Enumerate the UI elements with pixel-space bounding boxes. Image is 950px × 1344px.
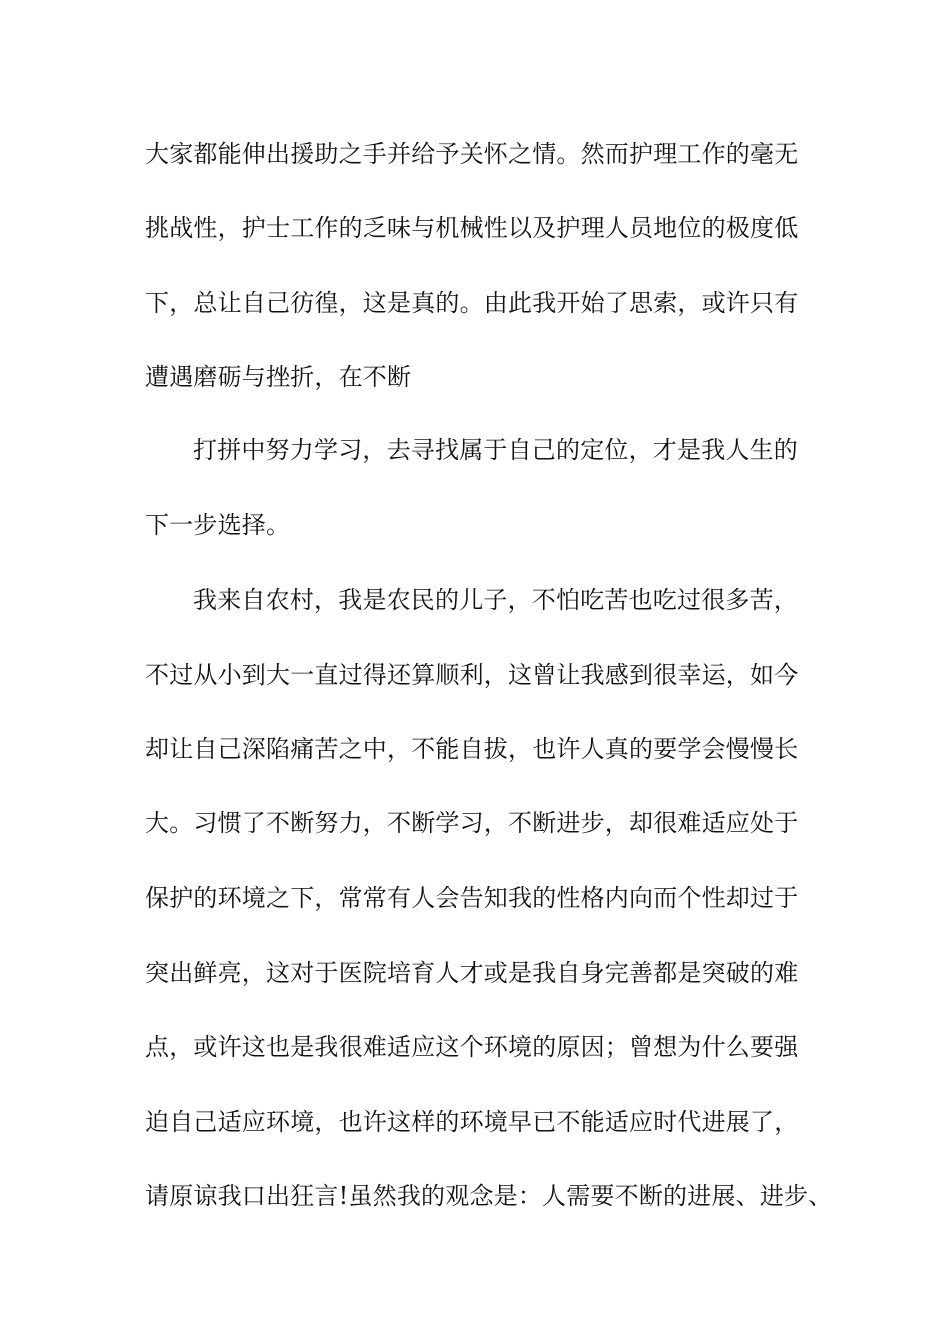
text-line: 迫自己适应环境，也许这样的环境早已不能适应时代进展了， xyxy=(145,1108,799,1136)
text-line: 下，总让自己彷徨，这是真的。由此我开始了思索，或许只有 xyxy=(145,289,799,317)
text-line: 挑战性，护士工作的乏味与机械性以及护理人员地位的极度低 xyxy=(145,214,799,242)
text-line: 突出鲜亮，这对于医院培育人才或是我自身完善都是突破的难 xyxy=(145,959,799,987)
text-line: 请原谅我口出狂言!虽然我的观念是：人需要不断的进展、进步、 xyxy=(145,1182,833,1210)
text-line: 下一步选择。 xyxy=(145,511,291,539)
text-line: 大家都能伸出援助之手并给予关怀之情。然而护理工作的毫无 xyxy=(145,140,799,168)
text-line: 却让自己深陷痛苦之中，不能自拔，也许人真的要学会慢慢长 xyxy=(145,735,799,763)
paragraph-start-line: 打拼中努力学习，去寻找属于自己的定位，才是我人生的 xyxy=(193,436,798,464)
paragraph-start-line: 我来自农村，我是农民的儿子，不怕吃苦也吃过很多苦， xyxy=(193,586,798,614)
text-line: 保护的环境之下，常常有人会告知我的性格内向而个性却过于 xyxy=(145,884,799,912)
text-line: 遭遇磨砺与挫折，在不断 xyxy=(145,363,412,391)
text-line: 不过从小到大一直过得还算顺利，这曾让我感到很幸运，如今 xyxy=(145,661,799,689)
text-line: 点，或许这也是我很难适应这个环境的原因；曾想为什么要强 xyxy=(145,1033,799,1061)
text-line: 大。习惯了不断努力，不断学习，不断进步，却很难适应处于 xyxy=(145,809,799,837)
